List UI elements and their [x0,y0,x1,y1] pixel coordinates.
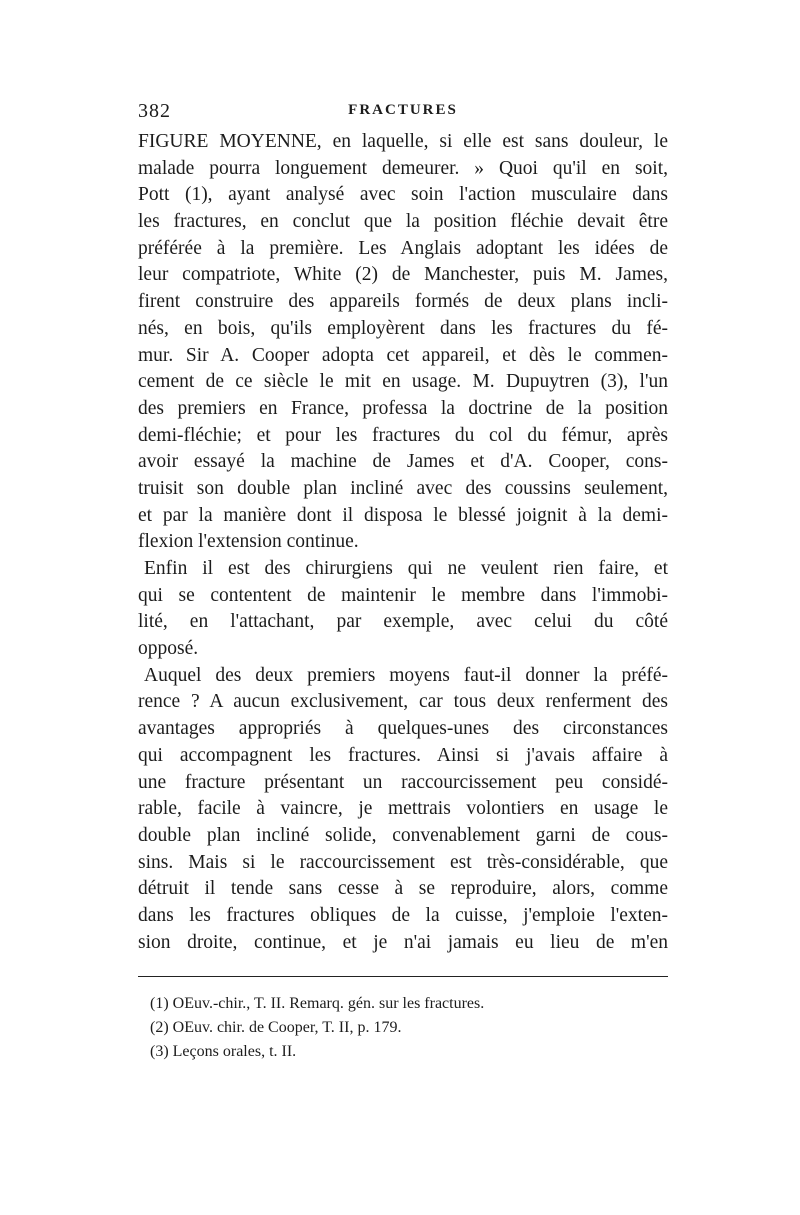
text-line: opposé. [138,638,199,660]
footnote-2: (2) OEuv. chir. de Cooper, T. II, p. 179. [150,1019,402,1036]
footnote-divider [138,976,668,977]
text-line: détruit il tende sans cesse à se reproduire, alors, comme [138,878,668,900]
text-line: préférée à la première. Les Anglais adoptant les idées de [138,237,668,259]
text-line: une fracture présentant un raccourcissement peu considé- [138,771,668,793]
text-line: rable, facile à vaincre, je mettrais volontiers en usage le [138,798,668,820]
text-line: demi-fléchie; et pour les fractures du col du fémur, après [138,424,668,446]
text-line: qui accompagnent les fractures. Ainsi si j'avais affaire à [138,744,668,766]
text-line: et par la manière dont il disposa le blessé joignit à la demi- [138,504,668,526]
text-line: dans les fractures obliques de la cuisse, j'emploie l'exten- [138,904,668,926]
text-line: malade pourra longuement demeurer. » Quoi qu'il en soit, [138,157,668,179]
text-line: Pott (1), ayant analysé avec soin l'action musculaire dans [138,184,668,206]
page-header [138,100,668,126]
page-number: 382 [138,100,171,122]
text-line: les fractures, en conclut que la position fléchie devait être [138,211,668,233]
text-line: FIGURE MOYENNE, en laquelle, si elle est sans douleur, le [138,131,668,152]
text-line: cement de ce siècle le mit en usage. M. Dupuytren (3), l'un [138,371,668,393]
text-line: firent construire des appareils formés de deux plans incli- [138,291,668,313]
text-line: Enfin il est des chirurgiens qui ne veulent rien faire, et [144,558,668,579]
text-line: lité, en l'attachant, par exemple, avec celui du côté [138,611,668,633]
text-line: nés, en bois, qu'ils employèrent dans les fractures du fé- [138,317,668,339]
text-line: avoir essayé la machine de James et d'A. Cooper, cons- [138,451,668,473]
text-line: rence ? A aucun exclusivement, car tous deux renferment des [138,691,668,713]
body-text [138,129,668,956]
text-line: truisit son double plan incliné avec des coussins seulement, [138,477,668,499]
footnotes [150,992,650,1064]
text-line: sion droite, continue, et je n'ai jamais eu lieu de m'en [138,931,668,953]
text-line: double plan incliné solide, convenablement garni de cous- [138,824,668,846]
text-line: flexion l'extension continue. [138,531,359,553]
text-line: qui se contentent de maintenir le membre dans l'immobi- [138,584,668,606]
text-line: avantages appropriés à quelques-unes des circonstances [138,718,668,740]
footnote-1: (1) OEuv.-chir., T. II. Remarq. gén. sur les fractures. [150,995,485,1012]
text-line: sins. Mais si le raccourcissement est très-considérable, que [138,851,668,873]
footnote-3: (3) Leçons orales, t. II. [150,1043,297,1060]
text-line: des premiers en France, professa la doctrine de la position [138,397,668,419]
text-line: leur compatriote, White (2) de Manchester, puis M. James, [138,264,668,286]
text-line: mur. Sir A. Cooper adopta cet appareil, et dès le commen- [138,344,668,366]
running-head: FRACTURES [348,102,458,118]
text-line: Auquel des deux premiers moyens faut-il donner la préfé- [144,664,668,686]
